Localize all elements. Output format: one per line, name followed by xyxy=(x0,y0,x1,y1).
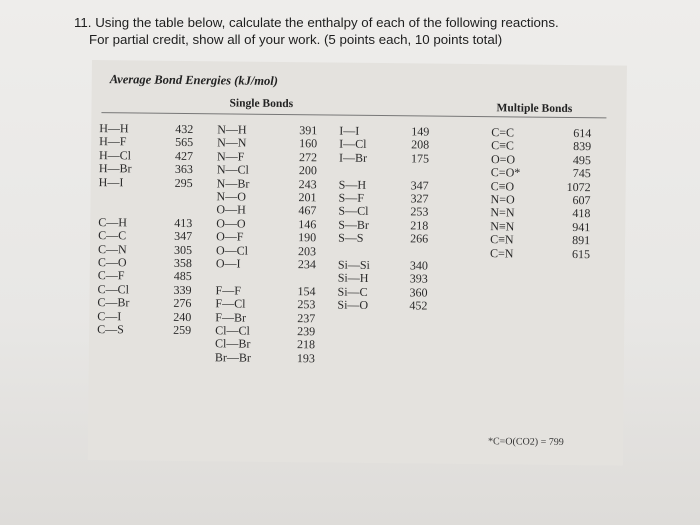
bond-energy-value: 485 xyxy=(173,269,192,284)
bond-label: O—I xyxy=(215,256,241,271)
bond-label: N—F xyxy=(216,149,245,164)
bond-label: C≡C xyxy=(491,138,514,153)
bond-energy-value: 218 xyxy=(410,218,429,233)
bond-label: F—F xyxy=(215,283,242,298)
bond-energy-value: 363 xyxy=(174,162,193,177)
bond-energy-value: 193 xyxy=(296,350,315,366)
bond-energy-value: 200 xyxy=(298,163,317,178)
bond-label: H—F xyxy=(99,134,127,149)
bond-label: N—N xyxy=(217,135,247,151)
bond-energy-value: 154 xyxy=(297,283,316,299)
bond-energy-value: 340 xyxy=(409,258,428,273)
bond-energy-value: 259 xyxy=(173,322,192,338)
table-title: Average Bond Energies (kJ/mol) xyxy=(109,72,279,88)
bond-label: H—I xyxy=(98,174,124,189)
bond-label: O—H xyxy=(216,202,246,218)
bond-energy-value: 253 xyxy=(297,297,316,312)
bond-energy-value: 203 xyxy=(297,243,317,258)
bond-label: H—Cl xyxy=(98,147,132,163)
bond-energy-value: 240 xyxy=(173,309,192,324)
bond-label: Si—C xyxy=(337,284,368,299)
bond-energy-value: 427 xyxy=(174,148,194,163)
bond-label: H—Br xyxy=(98,161,132,176)
bond-energy-table xyxy=(88,60,627,466)
bond-label: C—Br xyxy=(97,295,130,310)
bond-label: F—Br xyxy=(215,309,247,325)
bond-energy-value: 418 xyxy=(572,206,591,221)
bond-label: N—O xyxy=(216,189,246,204)
question-text xyxy=(74,14,674,48)
bond-energy-value: 607 xyxy=(572,193,591,208)
bond-label: I—I xyxy=(339,123,360,138)
bond-label: N—Br xyxy=(216,175,250,191)
single-bonds-header: Single Bonds xyxy=(229,97,294,111)
bond-label: I—Cl xyxy=(339,136,367,152)
bond-label: Br—Br xyxy=(214,350,251,365)
bond-label: O—O xyxy=(216,216,246,231)
bond-energy-value: 745 xyxy=(572,166,591,181)
bond-energy-value: 237 xyxy=(297,310,316,325)
bond-label: C—N xyxy=(97,241,127,256)
bond-energy-value: 495 xyxy=(572,152,592,168)
bond-label: Si—Si xyxy=(337,257,370,272)
bond-energy-value: 266 xyxy=(410,231,429,246)
bond-energy-value: 243 xyxy=(298,176,317,191)
bond-energy-value: 614 xyxy=(573,126,592,141)
bond-label: N—H xyxy=(217,122,247,137)
bond-energy-value: 432 xyxy=(175,121,194,137)
bond-label: Cl—Cl xyxy=(215,323,250,338)
bond-label: C—Cl xyxy=(97,281,130,297)
bond-energy-value: 391 xyxy=(299,123,318,138)
bond-energy-value: 360 xyxy=(409,285,428,300)
bond-label: C=N xyxy=(489,245,514,261)
bond-energy-value: 272 xyxy=(298,149,318,165)
bond-energy-value: 347 xyxy=(410,177,429,193)
bond-energy-value: 295 xyxy=(174,175,193,190)
bond-energy-value: 305 xyxy=(173,242,193,257)
bond-label: C≡N xyxy=(490,232,514,247)
bond-energy-value: 358 xyxy=(173,255,192,271)
bond-energy-value: 208 xyxy=(411,137,430,152)
bond-energy-value: 393 xyxy=(409,271,428,286)
multiple-bonds-header: Multiple Bonds xyxy=(496,102,573,116)
bond-energy-value: 347 xyxy=(174,229,193,244)
bond-label: S—Br xyxy=(338,217,370,232)
bond-energy-value: 615 xyxy=(571,246,591,261)
bond-label: H—H xyxy=(99,121,129,136)
bond-energy-value: 239 xyxy=(297,324,316,339)
bond-energy-value: 1072 xyxy=(566,179,591,194)
bond-label: O—F xyxy=(216,229,244,244)
bond-label: C=C xyxy=(491,125,515,140)
bond-label: F—Cl xyxy=(215,296,246,311)
bond-label: N≡N xyxy=(490,218,515,234)
bond-label: I—Br xyxy=(338,150,368,165)
bond-label: S—Cl xyxy=(338,203,369,219)
bond-energy-value: 327 xyxy=(410,191,429,206)
bond-energy-value: 452 xyxy=(409,298,428,313)
bond-energy-value: 234 xyxy=(297,257,316,272)
bond-energy-value: 941 xyxy=(572,219,591,235)
bond-energy-value: 467 xyxy=(298,203,317,218)
bond-label: Si—H xyxy=(337,270,369,286)
bond-energy-value: 839 xyxy=(573,139,592,154)
bond-label: C—C xyxy=(98,228,127,243)
bond-label: O—Cl xyxy=(215,242,249,258)
bond-label: S—S xyxy=(338,230,364,246)
bond-label: Cl—Br xyxy=(214,336,251,352)
bond-energy-value: 218 xyxy=(296,337,316,352)
bond-label: C—H xyxy=(98,214,128,230)
bond-label: C—O xyxy=(97,255,127,270)
bond-energy-value: 891 xyxy=(572,233,591,248)
bond-energy-value: 253 xyxy=(410,204,429,219)
bond-label: C—I xyxy=(97,308,122,323)
bond-label: N=O xyxy=(490,192,515,207)
bond-label: N=N xyxy=(490,205,515,220)
bond-energy-value: 339 xyxy=(173,282,192,297)
bond-label: N—Cl xyxy=(216,162,249,177)
bond-label: C—S xyxy=(97,322,124,337)
bond-label: Si—O xyxy=(337,297,369,313)
bond-label: C≡O xyxy=(490,178,515,194)
bond-energy-value: 175 xyxy=(410,151,430,166)
bond-label: S—F xyxy=(338,190,365,205)
bond-energy-value: 160 xyxy=(299,136,318,151)
footnote: *C=O(CO2) = 799 xyxy=(487,436,564,448)
bond-energy-value: 149 xyxy=(411,124,430,139)
question-line-1: 11. Using the table below, calculate the enthalpy of each of the following reactions. xyxy=(74,15,559,30)
bond-energy-value: 276 xyxy=(173,296,192,311)
bond-energy-value: 190 xyxy=(298,230,317,245)
question-line-2: For partial credit, show all of your work. (5 points each, 10 points total) xyxy=(89,32,503,47)
bond-energy-value: 201 xyxy=(298,190,317,205)
bond-label: O=O xyxy=(490,151,516,167)
bond-label: S—H xyxy=(338,177,367,192)
bond-label: C=O* xyxy=(490,165,521,180)
bond-label: C—F xyxy=(97,268,125,283)
bond-energy-value: 413 xyxy=(174,215,193,230)
bond-energy-value: 146 xyxy=(298,216,317,232)
bond-energy-value: 565 xyxy=(175,135,194,150)
